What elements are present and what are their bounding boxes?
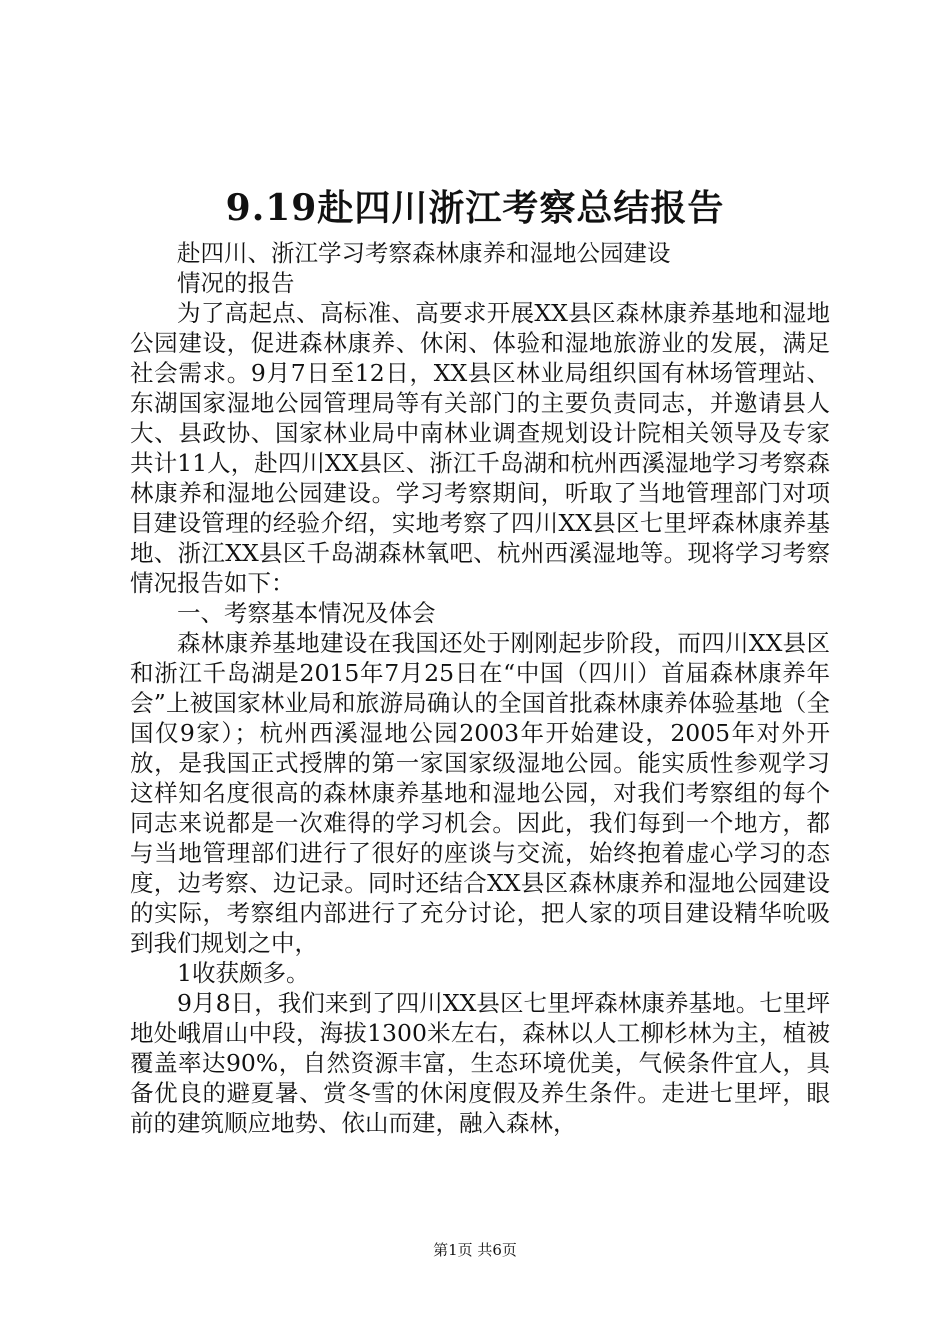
document-body	[130, 238, 830, 1138]
paragraph-harvest: 1收获颇多。	[177, 959, 310, 987]
paragraph-qiliping: 9月8日，我们来到了四川XX县区七里坪森林康养基地。七里坪地处峨眉山中段，海拔1300米左右，森林以人工柳杉林为主，植被覆盖率达90%，自然资源丰富，生态环境优美，气候条件宜人，具备优良的避夏暑、赏冬雪的休闲度假及养生条件。走进七里坪，眼前的建筑顺应地势、依山而建，融入森林，	[130, 989, 830, 1137]
subtitle-line-2: 情况的报告	[177, 269, 295, 297]
paragraph-overview: 森林康养基地建设在我国还处于刚刚起步阶段，而四川XX县区和浙江千岛湖是2015年7月25日在“中国（四川）首届森林康养年会”上被国家林业局和旅游局确认的全国首批森林康养体验基地（全国仅9家）；杭州西溪湿地公园2003年开始建设，2005年对外开放，是我国正式授牌的第一家国家级湿地公园。能实质性参观学习这样知名度很高的森林康养基地和湿地公园，对我们考察组的每个同志来说都是一次难得的学习机会。因此，我们每到一个地方，都与当地管理部们进行了很好的座谈与交流，始终抱着虚心学习的态度，边考察、边记录。同时还结合XX县区森林康养和湿地公园建设的实际，考察组内部进行了充分讨论，把人家的项目建设精华吮吸到我们规划之中，	[130, 629, 830, 957]
page-footer: 第1页 共6页	[433, 1241, 517, 1259]
section-heading: 一、考察基本情况及体会	[177, 599, 436, 627]
paragraph-intro: 为了高起点、高标准、高要求开展XX县区森林康养基地和湿地公园建设，促进森林康养、休闲、体验和湿地旅游业的发展，满足社会需求。9月7日至12日，XX县区林业局组织国有林场管理站、东湖国家湿地公园管理局等有关部门的主要负责同志，并邀请县人大、县政协、国家林业局中南林业调查规划设计院相关领导及专家共计11人，赴四川XX县区、浙江千岛湖和杭州西溪湿地学习考察森林康养和湿地公园建设。学习考察期间，听取了当地管理部门对项目建设管理的经验介绍，实地考察了四川XX县区七里坪森林康养基地、浙江XX县区千岛湖森林氧吧、杭州西溪湿地等。现将学习考察情况报告如下：	[130, 299, 830, 597]
document-title: 9.19赴四川浙江考察总结报告	[225, 187, 725, 229]
subtitle-line-1: 赴四川、浙江学习考察森林康养和湿地公园建设	[177, 239, 671, 267]
